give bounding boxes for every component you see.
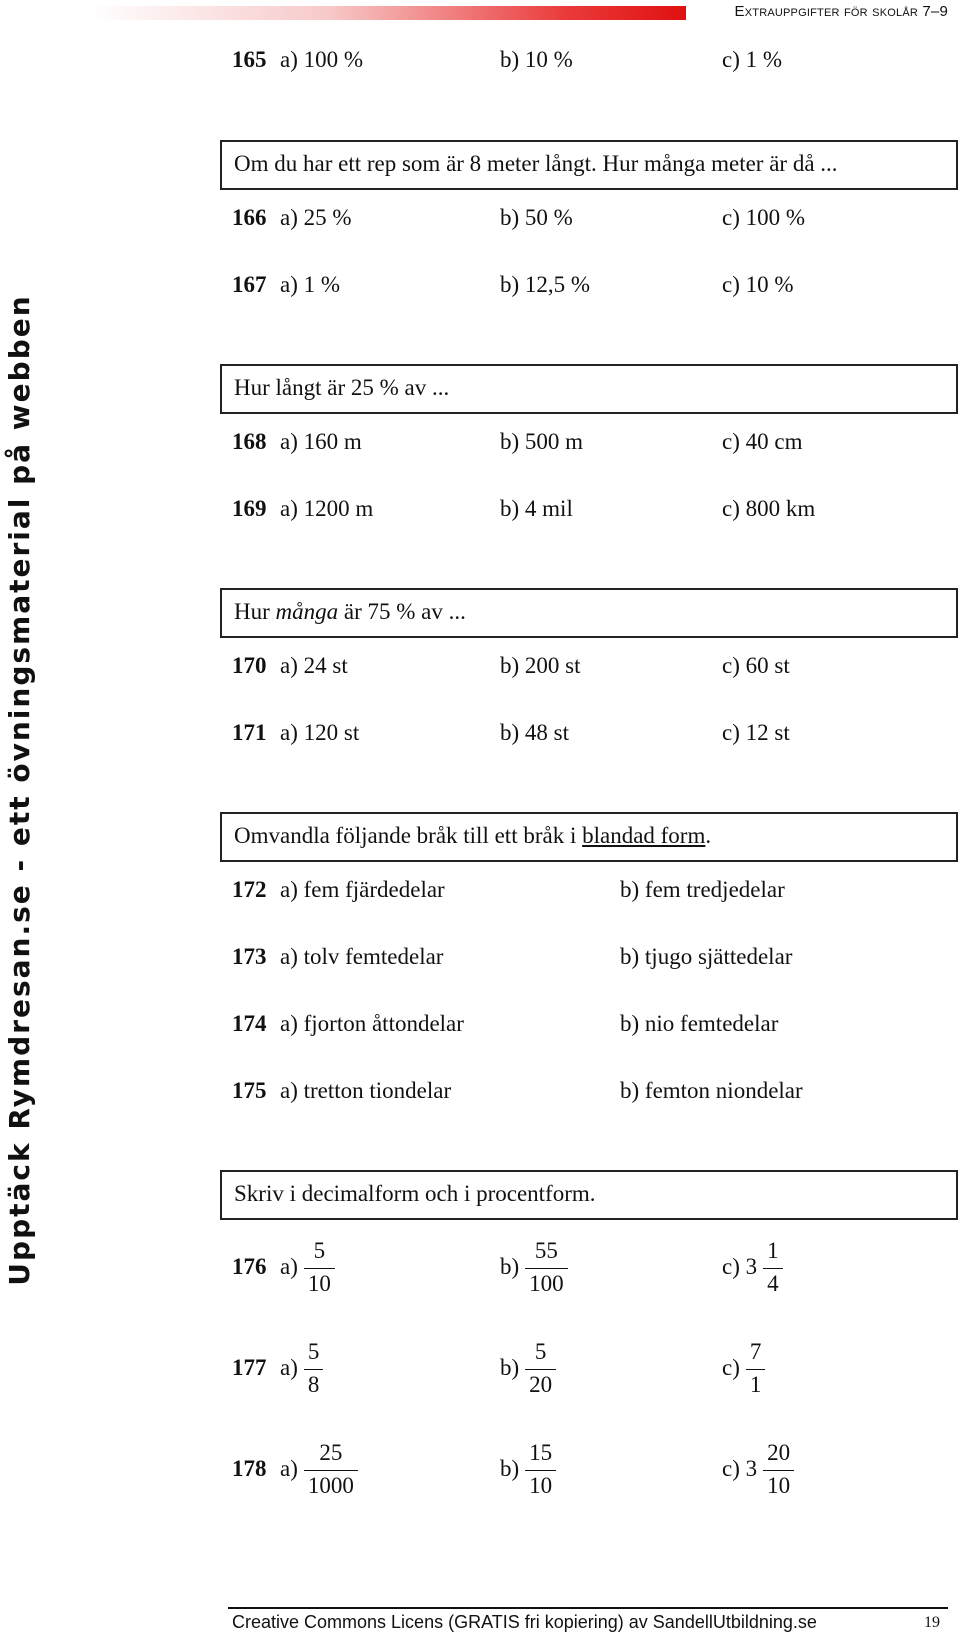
numerator: 5 (307, 1338, 320, 1364)
part-b: b) 200 st (500, 653, 581, 678)
part-a: a) 25 % (280, 205, 352, 230)
part-b (500, 1434, 562, 1504)
denominator: 100 (525, 1268, 568, 1299)
page-header: Extrauppgifter för skolår 7–9 (734, 3, 948, 20)
part-a: a) 1200 m (280, 496, 374, 521)
denominator: 4 (763, 1268, 783, 1299)
problem-number: 168 (232, 429, 267, 454)
denominator: 20 (525, 1369, 556, 1400)
problem-number-176 (232, 1232, 280, 1302)
part-label: b) (500, 1254, 520, 1279)
numerator: 1 (767, 1237, 779, 1263)
denominator: 10 (304, 1268, 335, 1299)
footer-license: Creative Commons Licens (GRATIS fri kopiering) av SandellUtbildning.se (232, 1612, 817, 1632)
page-number: 19 (924, 1614, 940, 1631)
instruction-underlined: blandad form (582, 823, 706, 848)
numerator: 15 (529, 1439, 553, 1465)
part-c: c) 100 % (722, 205, 806, 230)
numerator: 25 (319, 1439, 343, 1465)
part-b: b) 12,5 % (500, 272, 591, 297)
fraction (763, 1236, 783, 1299)
fraction (304, 1236, 335, 1299)
problem-number: 166 (232, 205, 267, 230)
part-a: a) fem fjärdedelar (280, 877, 445, 902)
part-b: b) femton niondelar (620, 1078, 803, 1103)
part-b: b) 10 % (500, 47, 573, 72)
part-a: a) tolv femtedelar (280, 944, 444, 969)
part-b: b) 4 mil (500, 496, 573, 521)
problem-174 (232, 1010, 779, 1038)
part-label: a) (280, 1355, 298, 1380)
problem-166 (232, 204, 806, 232)
footer-divider (228, 1607, 948, 1609)
instruction-text: Hur (234, 599, 276, 624)
instruction-box-length: Hur långt är 25 % av ... (220, 364, 958, 414)
fraction (525, 1236, 568, 1299)
part-a: a) fjorton åttondelar (280, 1011, 464, 1036)
fraction (746, 1337, 766, 1400)
problem-number: 174 (232, 1011, 267, 1036)
part-b: b) 48 st (500, 720, 569, 745)
part-label: b) (500, 1355, 520, 1380)
part-b: b) nio femtedelar (620, 1011, 779, 1036)
problem-number: 176 (232, 1254, 267, 1279)
fraction (525, 1438, 556, 1501)
part-c (722, 1232, 789, 1302)
part-b (500, 1333, 562, 1403)
numerator: 5 (313, 1237, 326, 1263)
problem-167 (232, 271, 794, 299)
problem-165 (232, 46, 783, 74)
part-c (722, 1434, 800, 1504)
numerator: 55 (534, 1237, 558, 1263)
denominator: 8 (304, 1369, 324, 1400)
instruction-text: är 75 % av ... (338, 599, 466, 624)
part-b: b) tjugo sjättedelar (620, 944, 793, 969)
fraction (525, 1337, 556, 1400)
instruction-box-decimal-percent: Skriv i decimalform och i procentform. (220, 1170, 958, 1220)
part-c: c) 40 cm (722, 429, 803, 454)
part-a: a) tretton tiondelar (280, 1078, 452, 1103)
part-c: c) 800 km (722, 496, 816, 521)
instruction-text: Omvandla följande bråk till ett bråk i (234, 823, 583, 848)
problem-170 (232, 652, 790, 680)
instruction-box-rope: Om du har ett rep som är 8 meter långt. Hur många meter är då ... (220, 140, 958, 190)
problem-number-177 (232, 1333, 280, 1403)
fraction (763, 1438, 794, 1501)
problem-number: 170 (232, 653, 267, 678)
problem-175 (232, 1077, 803, 1105)
part-label: c) (722, 1456, 740, 1481)
problem-number: 173 (232, 944, 267, 969)
problem-173 (232, 943, 793, 971)
denominator: 10 (763, 1470, 794, 1501)
part-a: a) 100 % (280, 47, 364, 72)
part-b: b) 500 m (500, 429, 584, 454)
instruction-emphasis: många (275, 599, 339, 624)
sidebar-vertical-text: Upptäck Rymdresan.se - ett övningsmaterial på webben (3, 294, 36, 1286)
part-c: c) 12 st (722, 720, 790, 745)
instruction-text: . (705, 823, 712, 848)
instruction-box-mixed-form (220, 812, 958, 862)
problem-number: 167 (232, 272, 267, 297)
problem-number: 177 (232, 1355, 267, 1380)
denominator: 1000 (304, 1470, 358, 1501)
part-label: c) (722, 1254, 740, 1279)
problem-172 (232, 876, 785, 904)
problem-number: 172 (232, 877, 267, 902)
part-c (722, 1333, 771, 1403)
problem-number: 171 (232, 720, 267, 745)
part-label: a) (280, 1456, 298, 1481)
numerator: 20 (767, 1439, 791, 1465)
denominator: 1 (746, 1369, 766, 1400)
numerator: 5 (534, 1338, 547, 1364)
problem-number: 169 (232, 496, 267, 521)
problem-number: 175 (232, 1078, 267, 1103)
problem-number: 178 (232, 1456, 267, 1481)
part-c: c) 60 st (722, 653, 790, 678)
problem-number: 165 (232, 47, 267, 72)
part-b (500, 1232, 574, 1302)
header-gradient-bar (90, 6, 686, 20)
part-c: c) 1 % (722, 47, 783, 72)
fraction (304, 1337, 324, 1400)
part-c: c) 10 % (722, 272, 794, 297)
problem-number-178 (232, 1434, 280, 1504)
part-a: a) 24 st (280, 653, 348, 678)
problem-171 (232, 719, 790, 747)
fraction (304, 1438, 358, 1501)
whole-number: 3 (745, 1456, 758, 1481)
part-label: a) (280, 1254, 298, 1279)
part-a (280, 1232, 341, 1302)
instruction-box-count (220, 588, 958, 638)
part-a (280, 1333, 329, 1403)
part-label: c) (722, 1355, 740, 1380)
whole-number: 3 (745, 1254, 758, 1279)
part-a: a) 160 m (280, 429, 362, 454)
denominator: 10 (525, 1470, 556, 1501)
part-a (280, 1434, 364, 1504)
part-b: b) 50 % (500, 205, 573, 230)
part-b: b) fem tredjedelar (620, 877, 785, 902)
part-a: a) 1 % (280, 272, 341, 297)
problem-169 (232, 495, 816, 523)
numerator: 7 (749, 1338, 762, 1364)
part-label: b) (500, 1456, 520, 1481)
problem-168 (232, 428, 803, 456)
part-a: a) 120 st (280, 720, 360, 745)
